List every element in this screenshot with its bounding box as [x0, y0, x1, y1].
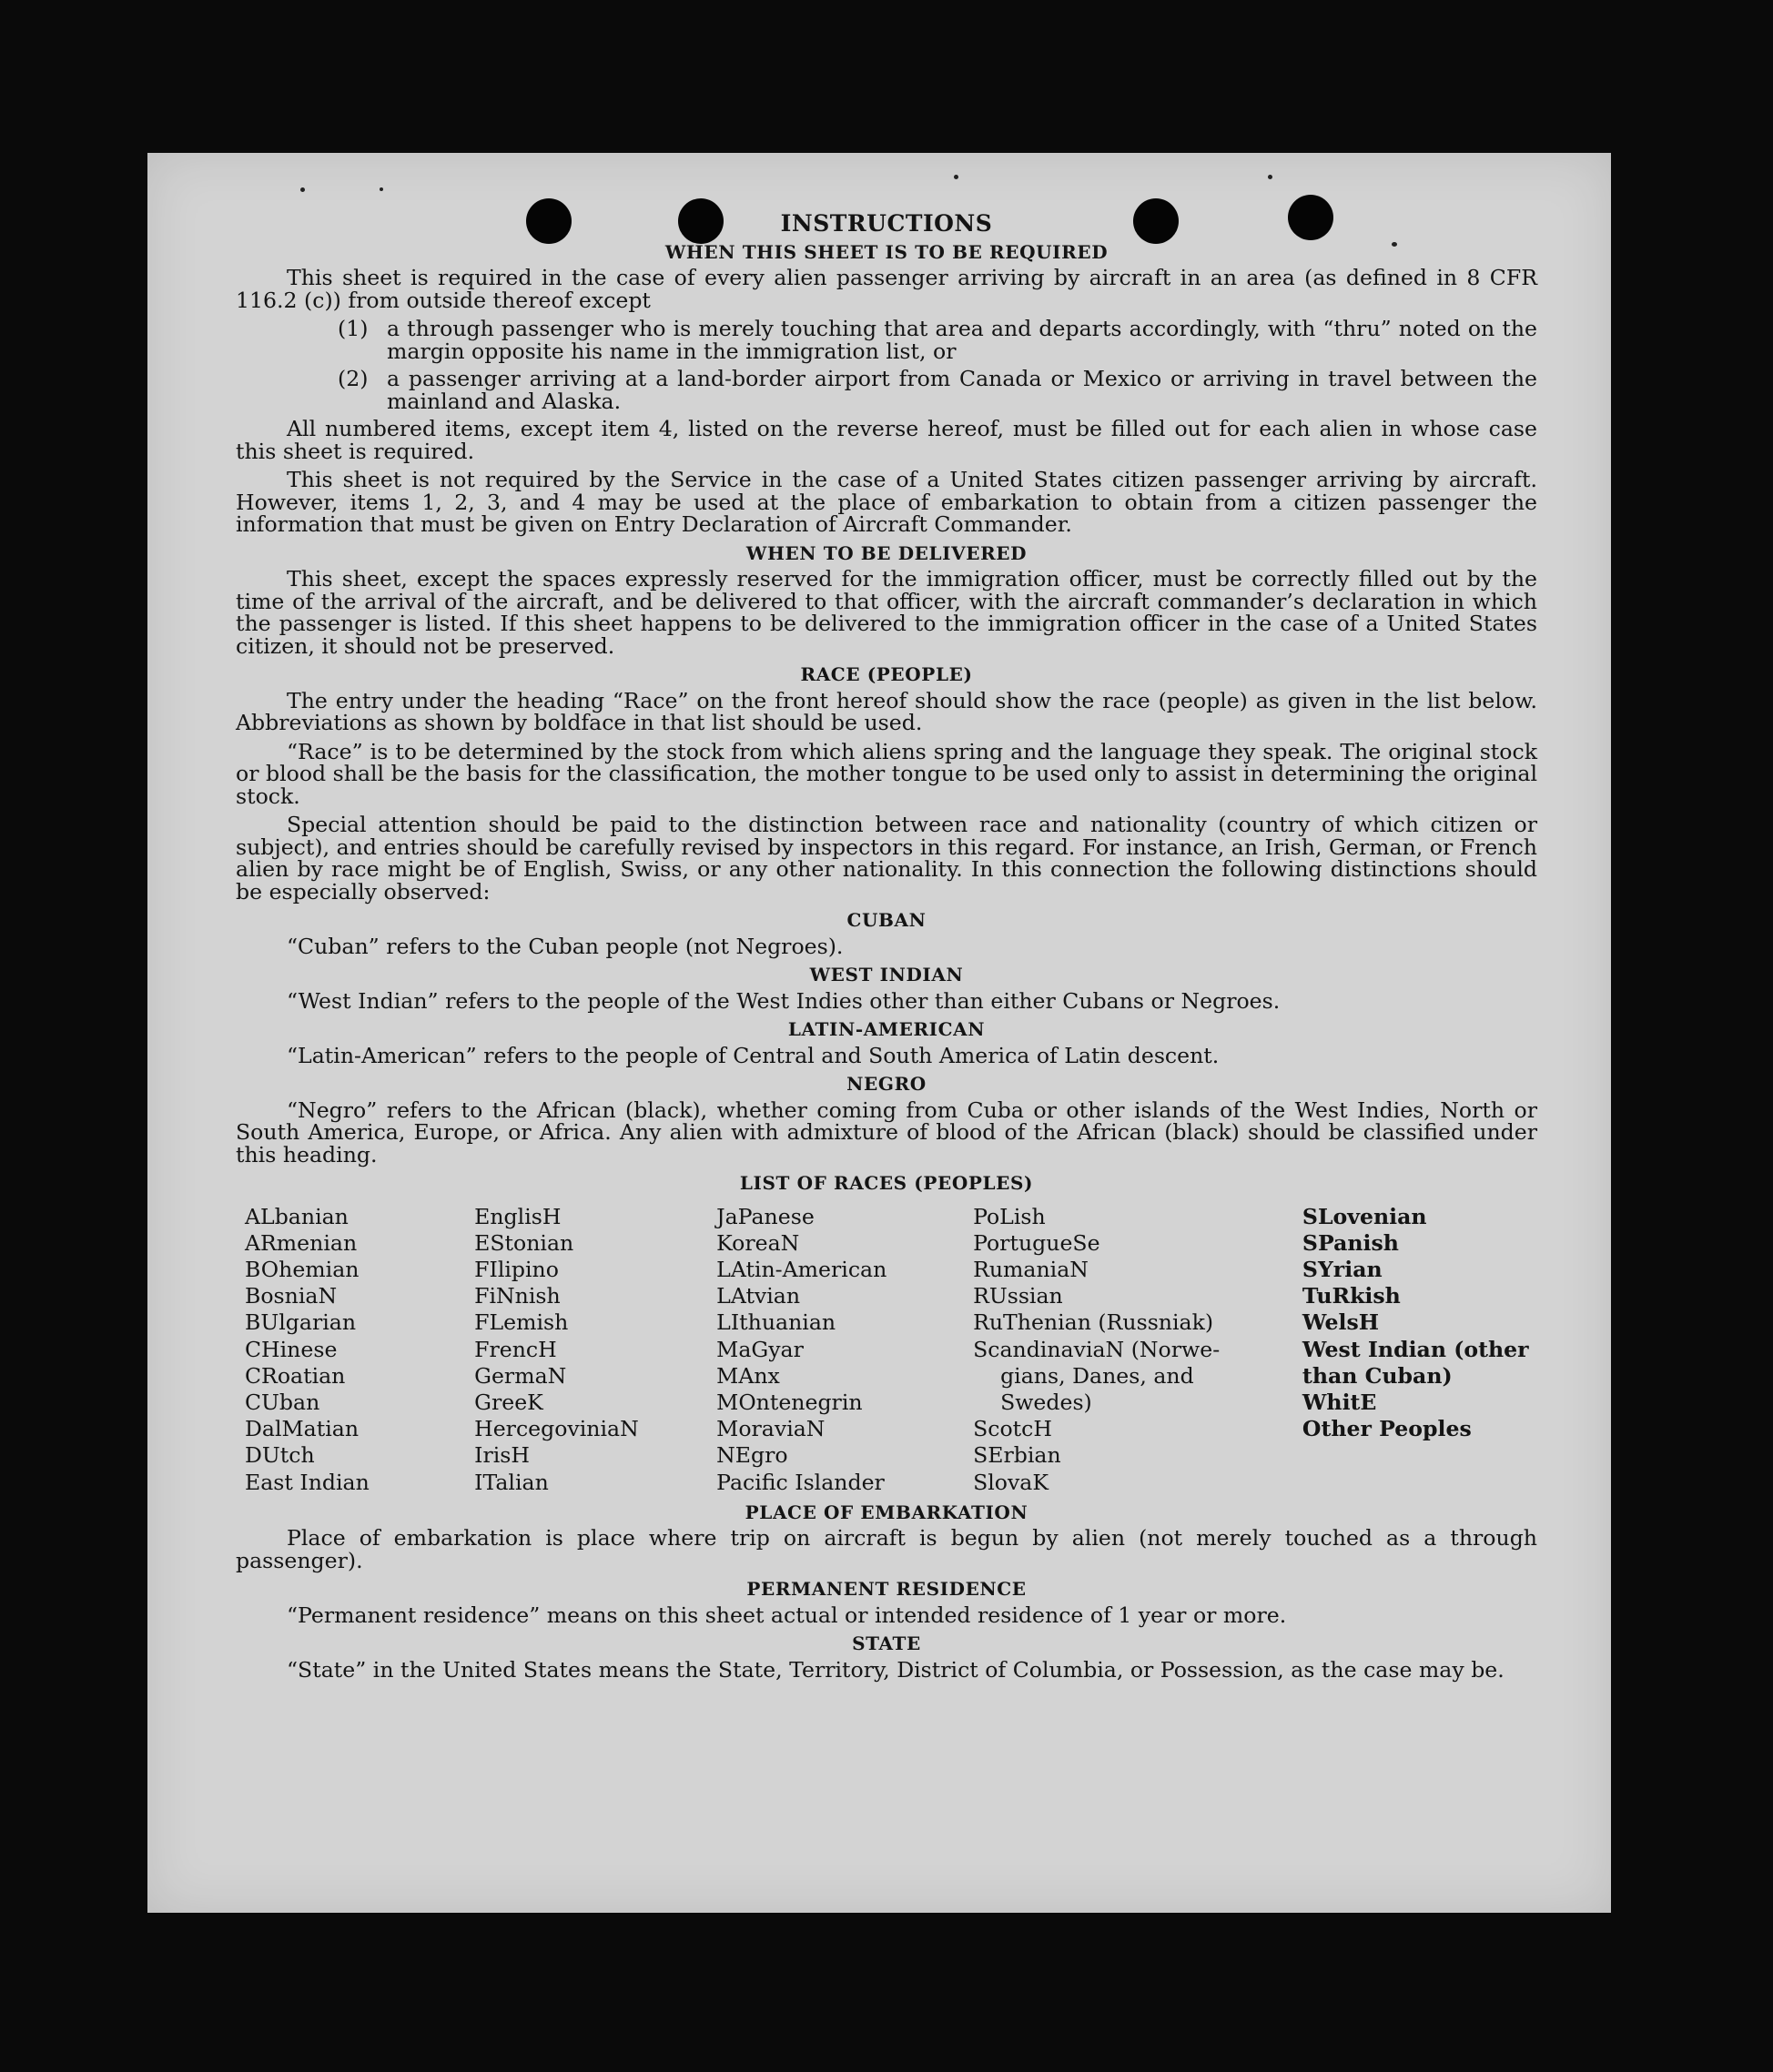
race-entry: Other Peoples — [1302, 1416, 1472, 1442]
race-entry: FLemish — [474, 1309, 569, 1336]
race-entry: BosniaN — [245, 1283, 338, 1309]
race-entry: West Indian (other — [1302, 1336, 1529, 1362]
heading-latin-american: LATIN-AMERICAN — [787, 1018, 986, 1040]
paragraph-cuban: “Cuban” refers to the Cuban people (not Negroes). — [287, 933, 844, 959]
heading-place-of-embarkation: PLACE OF EMBARKATION — [745, 1501, 1028, 1523]
race-entry: MoraviaN — [716, 1416, 826, 1442]
item-text: a passenger arriving at a land-border airport from Canada or Mexico or arriving in travel between the mainland and Alaska. — [387, 366, 1537, 414]
heading-race: RACE (PEOPLE) — [800, 663, 973, 685]
race-entry: WhitE — [1302, 1389, 1377, 1415]
ink-speck — [380, 187, 383, 191]
race-entry-continued: gians, Danes, and — [1000, 1362, 1194, 1389]
race-entry: LIthuanian — [716, 1309, 836, 1336]
race-entry: SLovenian — [1302, 1203, 1427, 1229]
race-entry-continued: than Cuban) — [1302, 1362, 1453, 1389]
race-entry: RuThenian (Russniak) — [973, 1309, 1214, 1336]
race-entry: LAtvian — [716, 1283, 801, 1309]
race-entry: RUssian — [973, 1283, 1063, 1309]
paragraph-negro: “Negro” refers to the African (black), whether coming from Cuba or other islands of the West Indies, North or South America, Europe, or Africa. Any alien with admixture of blood of the African (black) should be classified under this heading. — [236, 1097, 1537, 1167]
race-entry: BOhemian — [245, 1256, 360, 1282]
race-entry-continued: Swedes) — [1000, 1389, 1092, 1415]
paragraph-west-indian: “West Indian” refers to the people of the West Indies other than either Cubans or Negroes. — [287, 987, 1281, 1014]
paragraph-required-intro: This sheet is required in the case of every alien passenger arriving by aircraft in an area (as defined in 8 CFR 116.2 (c)) from outside thereof except — [236, 265, 1537, 313]
paragraph-latin-american: “Latin-American” refers to the people of Central and South America of Latin descent. — [287, 1042, 1220, 1068]
heading-when-delivered: WHEN TO BE DELIVERED — [745, 541, 1028, 564]
race-entry: NEgro — [716, 1442, 788, 1469]
race-entry: FiNnish — [474, 1283, 561, 1309]
race-entry: WelsH — [1302, 1309, 1380, 1336]
race-entry: EStonian — [474, 1229, 574, 1256]
race-entry: PortugueSe — [973, 1229, 1100, 1256]
paragraph-race-distinction: Special attention should be paid to the distinction between race and nationality (country of which citizen or subject), and entries should be carefully revised by inspectors in this regard. For instance, an Irish, German, or French alien by race might be of English, Swiss, or any other nationality. In this connection the following distinctions should be especially observed: — [236, 812, 1537, 905]
item-number: (2) — [338, 366, 369, 391]
race-entry: JaPanese — [716, 1203, 815, 1229]
race-entry: ScotcH — [973, 1416, 1052, 1442]
race-entry: RumaniaN — [973, 1256, 1089, 1282]
race-entry: TuRkish — [1302, 1283, 1401, 1309]
race-entry: SErbian — [973, 1442, 1061, 1469]
paragraph-race-entry: The entry under the heading “Race” on the front hereof should show the race (people) as given in the list below. Abbreviations as shown by boldface in that list should be used. — [236, 687, 1537, 735]
race-entry: HercegoviniaN — [474, 1416, 639, 1442]
race-entry: KoreaN — [716, 1229, 800, 1256]
paragraph-delivered: This sheet, except the spaces expressly reserved for the immigration officer, must be correctly filled out by the time of the arrival of the aircraft, and be delivered to that officer, with the aircraft commander’s declaration in which the passenger is listed. If this sheet happens to be delivered to the immigration officer in the case of a United States citizen, it should not be preserved. — [236, 566, 1537, 659]
race-entry: ALbanian — [245, 1203, 349, 1229]
race-entry: SYrian — [1302, 1256, 1383, 1282]
race-entry: CUban — [245, 1389, 320, 1415]
race-entry: DalMatian — [245, 1416, 360, 1442]
race-entry: IrisH — [474, 1442, 530, 1469]
race-entry: ARmenian — [245, 1229, 358, 1256]
race-column-3 — [716, 1204, 973, 1496]
race-entry: FrencH — [474, 1336, 557, 1362]
race-column-4 — [973, 1204, 1235, 1496]
ink-speck — [1268, 175, 1272, 179]
instructions-content — [236, 210, 1538, 1687]
heading-state: STATE — [852, 1632, 921, 1655]
race-entry: MAnx — [716, 1362, 780, 1389]
instruction-sheet — [147, 153, 1611, 1913]
exception-item — [338, 368, 1537, 412]
paragraph-residence: “Permanent residence” means on this sheet actual or intended residence of 1 year or more. — [287, 1602, 1287, 1628]
race-entry: LAtin-American — [716, 1256, 887, 1282]
heading-cuban: CUBAN — [846, 909, 927, 931]
page-title: INSTRUCTIONS — [780, 210, 993, 237]
race-entry: SPanish — [1302, 1229, 1399, 1256]
ink-speck — [954, 175, 958, 179]
race-entry: Pacific Islander — [716, 1469, 885, 1495]
race-entry: SlovaK — [973, 1469, 1049, 1495]
race-entry: GreeK — [474, 1389, 543, 1415]
race-column-1 — [245, 1204, 474, 1496]
exception-item — [338, 318, 1537, 362]
heading-negro: NEGRO — [846, 1073, 927, 1095]
race-entry: GermaN — [474, 1362, 567, 1389]
race-entry: PoLish — [973, 1203, 1046, 1229]
race-entry: EnglisH — [474, 1203, 562, 1229]
paragraph-citizen: This sheet is not required by the Service in the case of a United States citizen passenger arriving by aircraft. However, items 1, 2, 3, and 4 may be used at the place of embarkation to obtain from a citizen passenger the information that must be given on Entry Declaration of Aircraft Commander. — [236, 467, 1537, 537]
race-entry: ScandinaviaN (Norwe- — [973, 1336, 1221, 1362]
heading-when-required: WHEN THIS SHEET IS TO BE REQUIRED — [664, 240, 1109, 263]
ink-speck — [300, 187, 305, 192]
paragraph-embarkation: Place of embarkation is place where trip on aircraft is begun by alien (not merely touched as a through passenger). — [236, 1525, 1537, 1573]
race-entry: CRoatian — [245, 1362, 346, 1389]
race-list — [245, 1204, 1537, 1496]
race-entry: MOntenegrin — [716, 1389, 863, 1415]
race-entry: CHinese — [245, 1336, 338, 1362]
race-entry: ITalian — [474, 1469, 549, 1495]
heading-list-of-races: LIST OF RACES (PEOPLES) — [739, 1172, 1034, 1194]
race-entry: MaGyar — [716, 1336, 804, 1362]
heading-west-indian: WEST INDIAN — [809, 964, 964, 985]
race-entry: East Indian — [245, 1469, 370, 1495]
paragraph-numbered-items: All numbered items, except item 4, listed on the reverse hereof, must be filled out for each alien in whose case this sheet is required. — [236, 416, 1537, 464]
race-entry: DUtch — [245, 1442, 315, 1469]
item-number: (1) — [338, 316, 369, 341]
race-column-5 — [1302, 1204, 1537, 1496]
heading-permanent-residence: PERMANENT RESIDENCE — [746, 1578, 1027, 1601]
item-text: a through passenger who is merely touching that area and departs accordingly, with “thru” noted on the margin opposite his name in the immigration list, or — [387, 316, 1537, 364]
paragraph-state: “State” in the United States means the State, Territory, District of Columbia, or Possession, as the case may be. — [287, 1656, 1505, 1683]
race-column-2 — [474, 1204, 716, 1496]
race-entry: BUlgarian — [245, 1309, 357, 1336]
race-entry: FIlipino — [474, 1256, 559, 1282]
paragraph-race-stock: “Race” is to be determined by the stock from which aliens spring and the language they speak. The original stock or blood shall be the basis for the classification, the mother tongue to be used only to assist in determining the original stock. — [236, 738, 1538, 809]
